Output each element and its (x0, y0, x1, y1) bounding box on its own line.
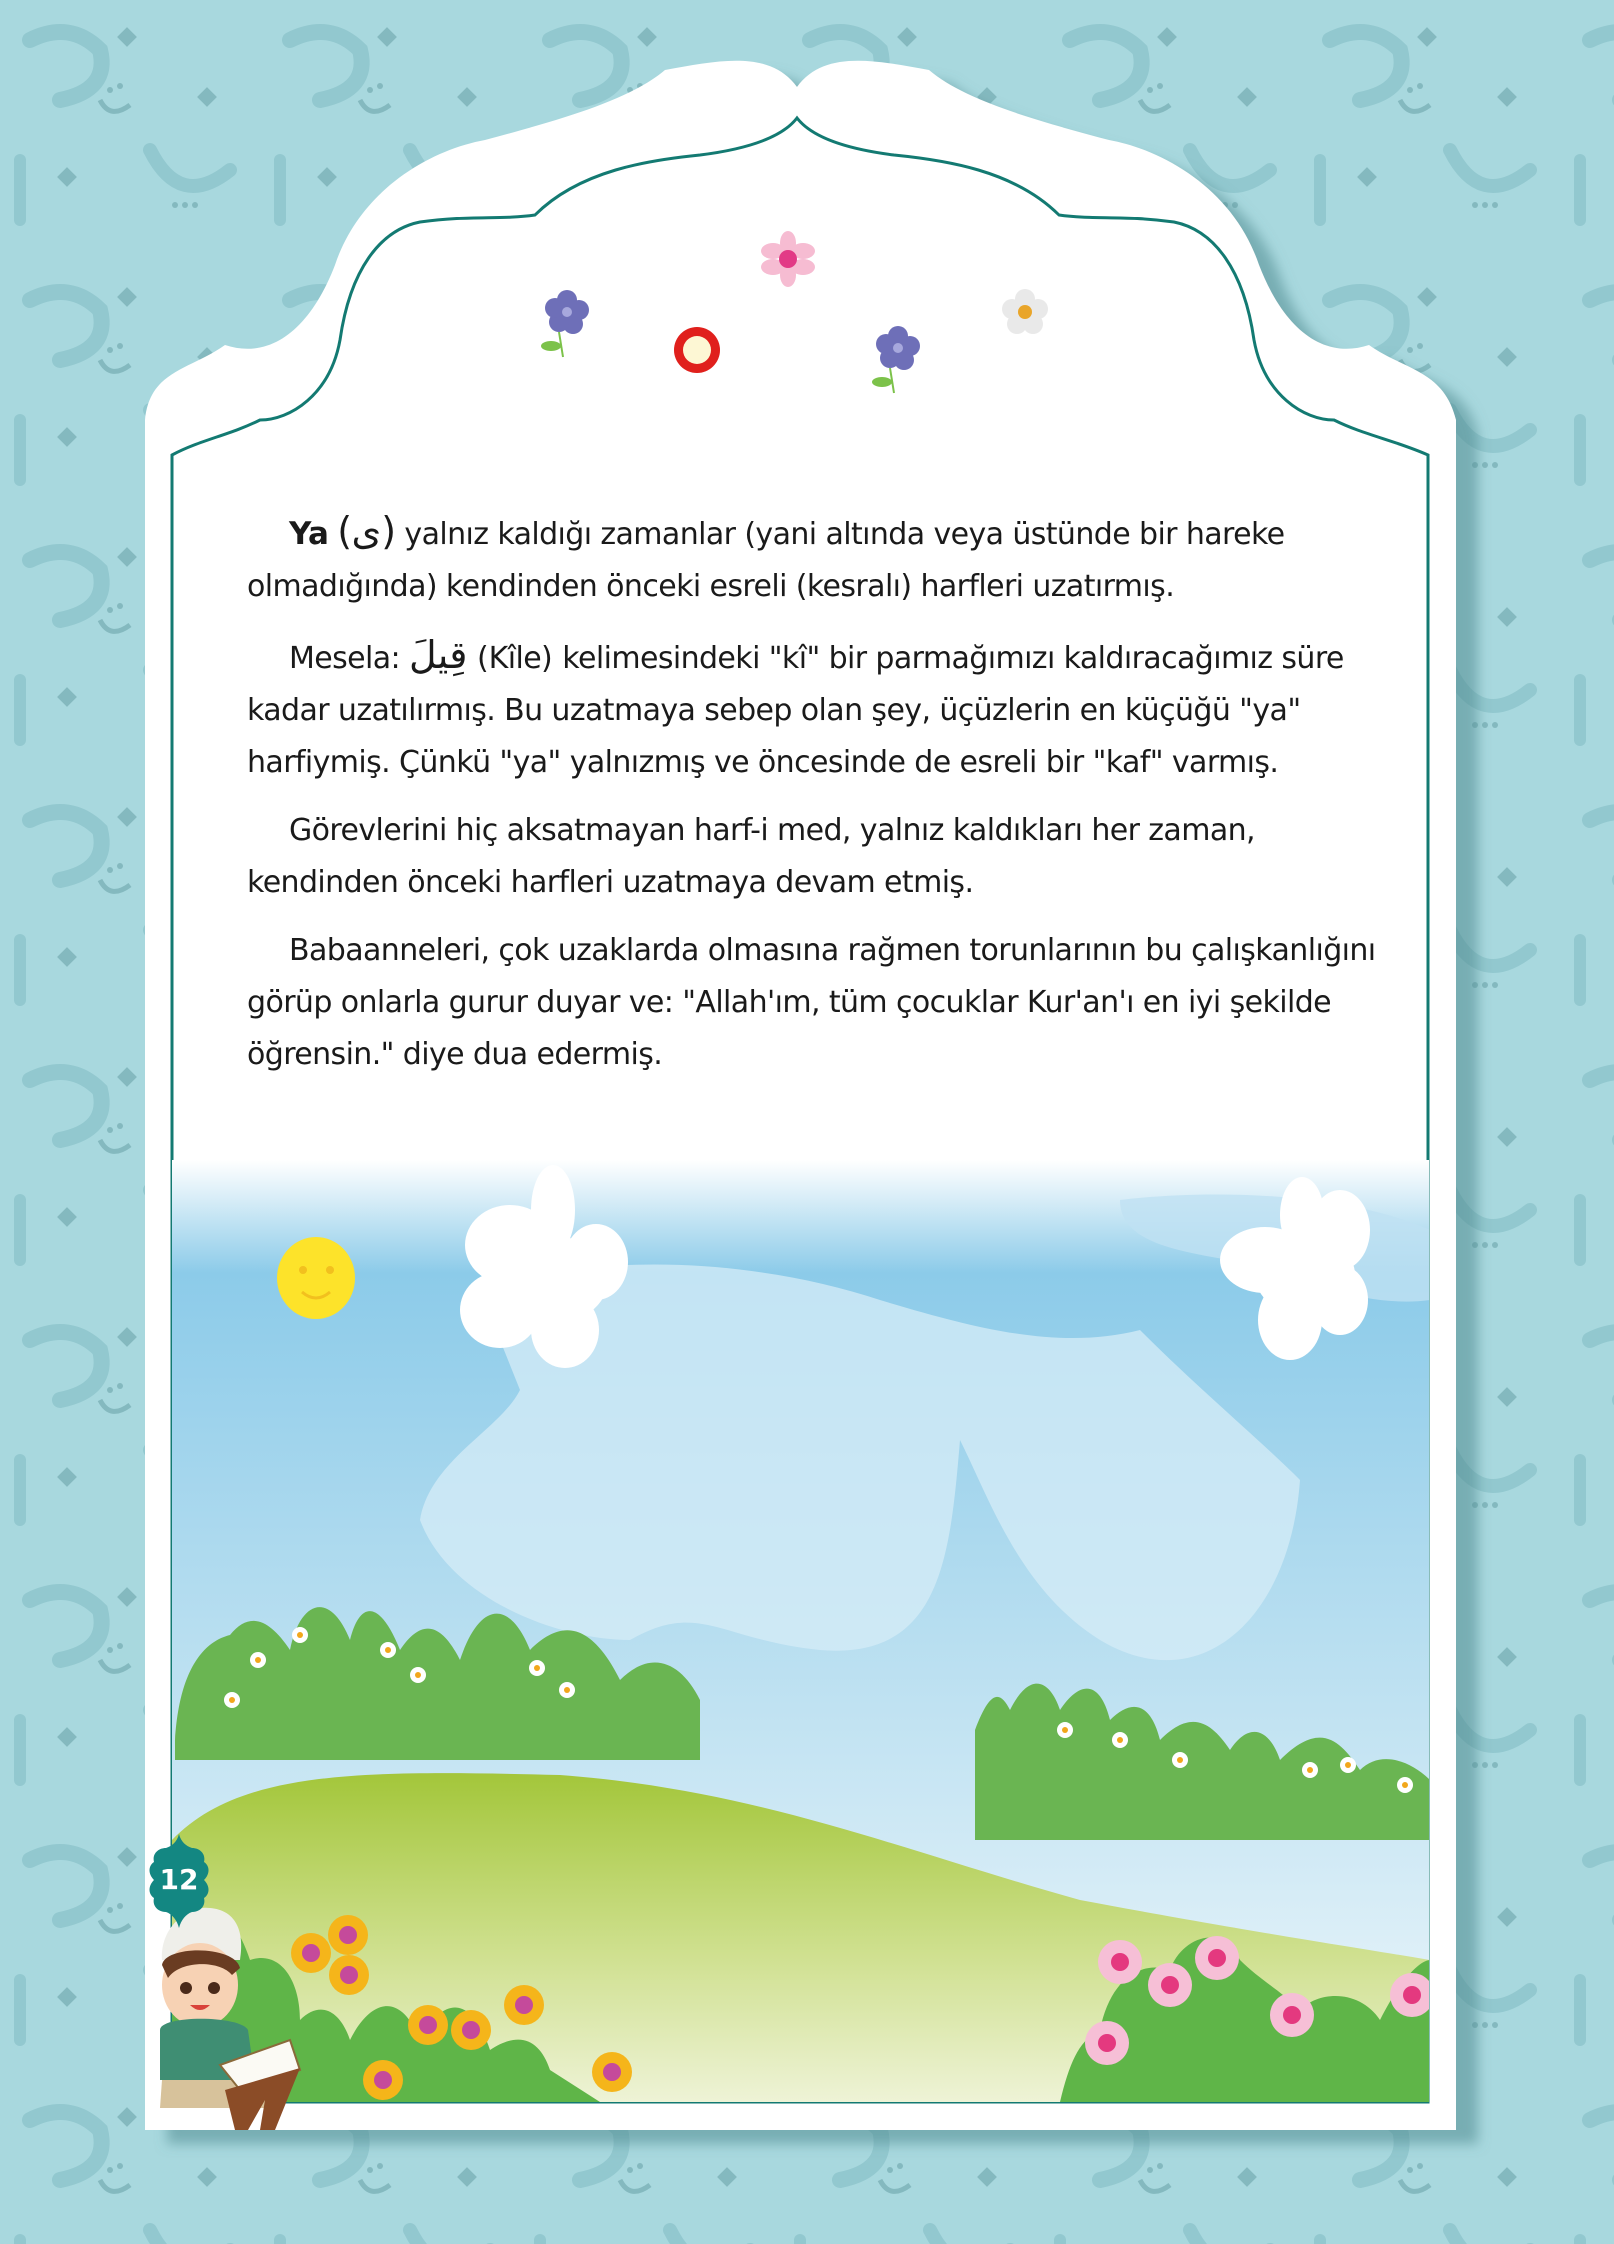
landscape-scene (172, 1160, 1434, 2102)
paragraph-1 (247, 505, 1377, 613)
mesela-label: Mesela: (289, 641, 409, 676)
red-flower-icon (674, 327, 720, 373)
page-number: 12 (159, 1863, 199, 1896)
paragraph-2 (247, 629, 1377, 789)
paragraph-3 (247, 805, 1377, 909)
arabic-ya-letter: (ى) (337, 509, 396, 553)
page-number-badge (148, 1834, 210, 1928)
paragraph-4-text: Babaanneleri, çok uzaklarda olmasına rağmen torunlarının bu çalışkanlığını görüp onlarla gurur duyar ve: "Allah'ım, tüm çocuklar Kur'an'ı en iyi şekilde öğrensin." diye dua edermiş. (247, 933, 1376, 1072)
pink-flower-icon (761, 231, 815, 287)
paragraph-1-text: yalnız kaldığı zamanlar (yani altında veya üstünde bir hareke olmadığında) kendinden önceki esreli (kesralı) harfleri uzatırmış. (247, 517, 1285, 604)
paragraph-2-text: (Kîle) kelimesindeki "kî" bir parmağımızı kaldıracağımız süre kadar uzatılırmış. Bu uzatmaya sebep olan şey, üçüzlerin en küçüğü "ya" harfiymiş. Çünkü "ya" yalnızmış ve öncesinde de esreli bir "kaf" varmış. (247, 641, 1344, 780)
purple-flower-icon (541, 290, 589, 357)
top-flowers (0, 0, 1614, 420)
sun-icon (277, 1237, 355, 1319)
ya-letter-label: Ya (289, 516, 329, 552)
paragraph-3-text: Görevlerini hiç aksatmayan harf-i med, yalnız kaldıkları her zaman, kendinden önceki harfleri uzatmaya devam etmiş. (247, 813, 1255, 900)
purple-flower-icon (872, 326, 920, 393)
arabic-word-kile: قِيلَ (409, 633, 468, 677)
paragraph-4 (247, 925, 1377, 1081)
white-flower-icon (1002, 289, 1048, 334)
story-text (247, 505, 1377, 1097)
